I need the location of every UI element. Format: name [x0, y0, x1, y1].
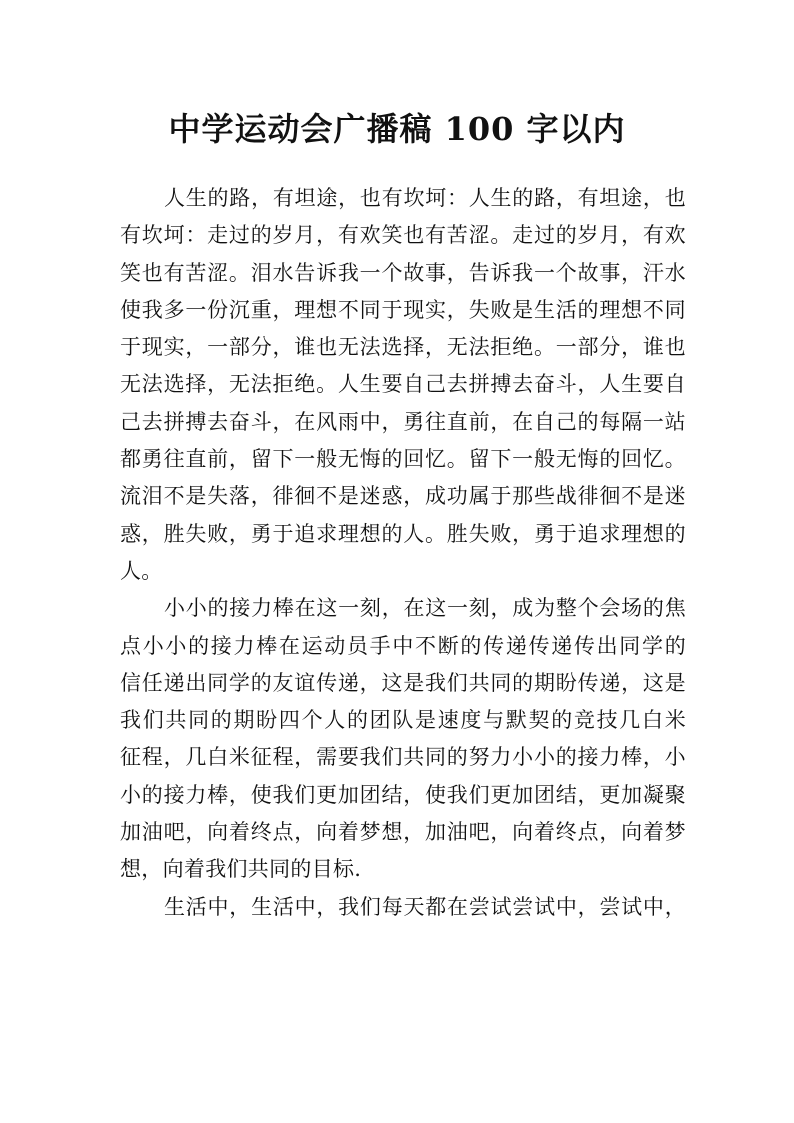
paragraph-2-line-7: 加油吧，向着终点，向着梦想，加油吧，向着终点，向着梦 [120, 820, 686, 845]
paragraph-1-line-11: 人。 [120, 558, 163, 583]
document-title: 中学运动会广播稿 100 字以内 [168, 110, 626, 148]
paragraph-2-line-1: 小小的接力棒在这一刻，在这一刻，成为整个会场的焦 [164, 596, 686, 621]
paragraph-1-line-7: 己去拼搏去奋斗，在风雨中，勇往直前，在自己的每隔一站 [120, 409, 686, 434]
paragraph-1-line-10: 惑，胜失败，勇于追求理想的人。胜失败，勇于追求理想的 [120, 521, 686, 546]
document-body [120, 180, 686, 926]
paragraph-1-line-4: 使我多一份沉重，理想不同于现实，失败是生活的理想不同 [120, 297, 686, 322]
paragraph-1-line-9: 流泪不是失落，徘徊不是迷惑，成功属于那些战徘徊不是迷 [120, 484, 686, 509]
paragraph-2-line-5: 征程，几白米征程，需要我们共同的努力小小的接力棒，小 [120, 745, 686, 770]
paragraph-2-line-3: 信任递出同学的友谊传递，这是我们共同的期盼传递，这是 [120, 670, 686, 695]
paragraph-1-line-2: 有坎坷：走过的岁月，有欢笑也有苦涩。走过的岁月，有欢 [120, 223, 686, 248]
paragraph-2-line-2: 点小小的接力棒在运动员手中不断的传递传递传出同学的 [120, 633, 686, 658]
paragraph-3-line-1: 生活中，生活中，我们每天都在尝试尝试中，尝试中， [164, 894, 686, 919]
paragraph-1-line-5: 于现实，一部分，谁也无法选择，无法拒绝。一部分，谁也 [120, 335, 686, 360]
paragraph-1-line-3: 笑也有苦涩。泪水告诉我一个故事，告诉我一个故事，汗水 [120, 260, 686, 285]
paragraph-1-line-8: 都勇往直前，留下一般无悔的回忆。留下一般无悔的回忆。 [120, 447, 686, 472]
paragraph-2-line-8: 想，向着我们共同的目标. [120, 857, 362, 882]
paragraph-1-line-6: 无法选择，无法拒绝。人生要自己去拼搏去奋斗，人生要自 [120, 372, 686, 397]
paragraph-1-line-1: 人生的路，有坦途，也有坎坷：人生的路，有坦途，也 [164, 186, 686, 210]
paragraph-2-line-4: 我们共同的期盼四个人的团队是速度与默契的竞技几白米 [120, 708, 686, 733]
paragraph-2-line-6: 小的接力棒，使我们更加团结，使我们更加团结，更加凝聚 [120, 782, 686, 807]
